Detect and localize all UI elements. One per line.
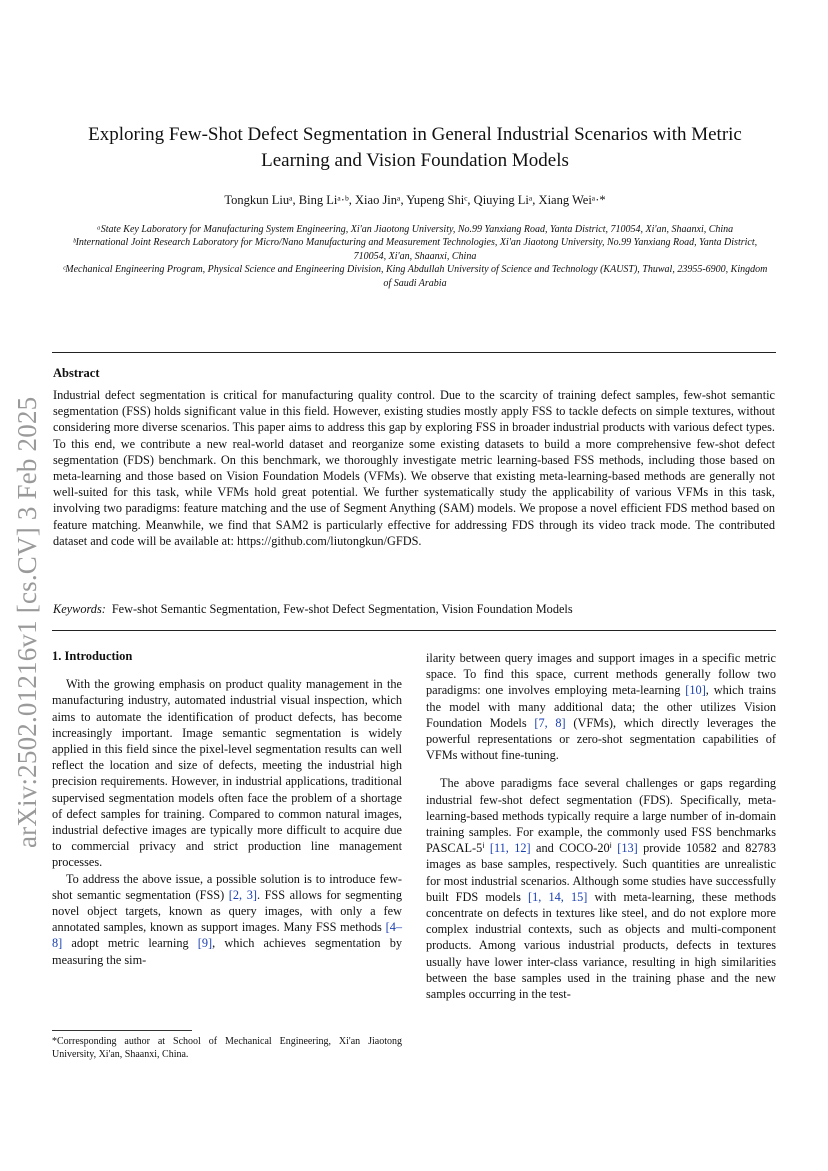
abstract-top-rule	[52, 352, 776, 353]
citation-link[interactable]: [13]	[617, 841, 638, 856]
keywords-label: Keywords:	[53, 602, 106, 616]
author-list: Tongkun Liuᵃ, Bing Liᵃ·ᵇ, Xiao Jinᵃ, Yupeng Shiᶜ, Qiuying Liᵃ, Xiang Weiᵃ·*	[224, 193, 606, 207]
text-run: adopt metric learning	[62, 936, 198, 951]
citation-link[interactable]: [10]	[685, 683, 706, 698]
intro-paragraph-3	[426, 650, 776, 763]
keywords	[53, 602, 775, 617]
arxiv-stamp: arXiv:2502.01216v1 [cs.CV] 3 Feb 2025	[12, 396, 42, 848]
citation-link[interactable]: [4–8]	[52, 920, 402, 951]
text-run: ilarity between query images and support images in a specific metric space. To find this space, current methods generally follow two paradigms: one involves employing meta-learning	[426, 651, 776, 698]
text-run: with meta-learning, these methods concentrate on defects in textures like steel, and do not explore more complex industrial contexts, such as objects and multi-component products. Among various industrial products, defects in textures usually have lower inter-class variance, resulting in high similarities between the base samples used in the training phase and the new samples occurring in the test-	[426, 889, 776, 1002]
text-run: , which achieves segmentation by measuring the sim-	[52, 936, 402, 967]
left-column	[52, 648, 402, 968]
abstract-text: Industrial defect segmentation is critical for manufacturing quality control. Due to the scarcity of training defect samples, few-shot semantic segmentation (FSS) holds significant value in this field. However, existing studies mostly apply FSS to tackle defects on simple textures, without considering more diverse scenarios. This paper aims to address this gap by exploring FSS in broader industrial products with various defect types. To this end, we contribute a new real-world dataset and reorganize some existing datasets to build a more comprehensive few-shot defect segmentation (FDS) benchmark. On this benchmark, we thoroughly investigate metric learning-based FSS methods, including those based on meta-learning and those based on Vision Foundation Models (VFMs). We observe that existing meta-learning-based methods are generally not well-suited for this task, while VFMs hold great potential. We further systematically study the applicability of various VFMs in this task, involving two paradigms: feature matching and the use of Segment Anything (SAM) models. We propose a novel efficient FDS method based on feature matching. Meanwhile, we find that SAM2 is particularly effective for addressing FDS through its video track mode. The contributed dataset and code will be available at: https://github.com/liutongkun/GFDS.	[53, 388, 775, 548]
affiliations	[60, 223, 770, 290]
text-run: , which trains the model with many additional data; the other utilizes Vision Foundation Models	[426, 683, 776, 730]
affiliation-b: ᵇInternational Joint Research Laboratory for Micro/Nano Manufacturing and Measurement Technologies, Xi'an Jiaotong University, No.99 Yanxiang Road, Yanta District, 710054, Xi'an, Shaanxi, China	[72, 237, 758, 262]
affiliation-c: ᶜMechanical Engineering Program, Physical Science and Engineering Division, King Abdullah University of Science and Technology (KAUST), Thuwal, 23955-6900, Kingdom of Saudi Arabia	[62, 264, 768, 289]
paper-title: Exploring Few-Shot Defect Segmentation in General Industrial Scenarios with Metric Learning and Vision Foundation Models	[88, 124, 742, 171]
text-run: To address the above issue, a possible solution is to introduce few-shot semantic segmentation (FSS)	[52, 871, 402, 902]
abstract-heading: Abstract	[53, 366, 100, 380]
citation-link[interactable]: [11, 12]	[489, 841, 531, 856]
keywords-text: Few-shot Semantic Segmentation, Few-shot Defect Segmentation, Vision Foundation Models	[111, 602, 573, 616]
intro-paragraph-2	[52, 871, 402, 968]
citation-link[interactable]: [2, 3]	[228, 887, 257, 902]
text-run: provide 10582 and 82783 images as base samples, respectively. Such quantities are unrealistic for most industrial scenarios. Although some studies have successfully built FDS models	[426, 841, 777, 904]
intro-paragraph-1: With the growing emphasis on product quality management in the manufacturing industry, automated industrial visual inspection, which aims to automate the identification of product defects, has become increasingly important. Image semantic segmentation is widely applied in this field since the pixel-level segmentation results can well reflect the location and size of defects, meeting the industrial high precision requirements. However, in industrial applications, traditional supervised segmentation models often face the problem of a shortage of defect samples for training. Compared to common natural images, industrial defective images are typically more difficult to acquire due to commercial privacy and strict production line management processes.	[52, 677, 402, 870]
intro-paragraph-4	[426, 775, 776, 1002]
abstract-bottom-rule	[52, 630, 776, 631]
citation-link[interactable]: [9]	[197, 936, 213, 951]
citation-link[interactable]: [7, 8]	[534, 715, 566, 730]
text-run: (VFMs), which directly leverages the powerful representations or zero-shot segmentation capabilities of VFMs without fine-tuning.	[426, 715, 776, 763]
footnote: *Corresponding author at School of Mechanical Engineering, Xi'an Jiaotong University, Xi'an, Shaanxi, China.	[52, 1036, 402, 1060]
affiliation-a: ᵃState Key Laboratory for Manufacturing System Engineering, Xi'an Jiaotong University, No.99 Yanxiang Road, Yanta District, 710054, Xi'an, Shaanxi, China	[96, 224, 734, 235]
text-run: . FSS allows for segmenting novel object targets, known as query images, with only a few annotated samples, known as support images. Many FSS methods	[52, 887, 402, 935]
text-run: and COCO-20ⁱ	[530, 841, 618, 856]
citation-link[interactable]: [1, 14, 15]	[528, 889, 588, 904]
right-column	[426, 650, 776, 1002]
section-heading-introduction: 1. Introduction	[52, 649, 133, 663]
footnote-rule	[52, 1030, 192, 1031]
text-run: The above paradigms face several challenges or gaps regarding industrial few-shot defect segmentation (FDS). Specifically, meta-learning-based methods typically require a large number of in-domain training samples. For example, the commonly used FSS benchmarks PASCAL-5ⁱ	[426, 776, 776, 856]
